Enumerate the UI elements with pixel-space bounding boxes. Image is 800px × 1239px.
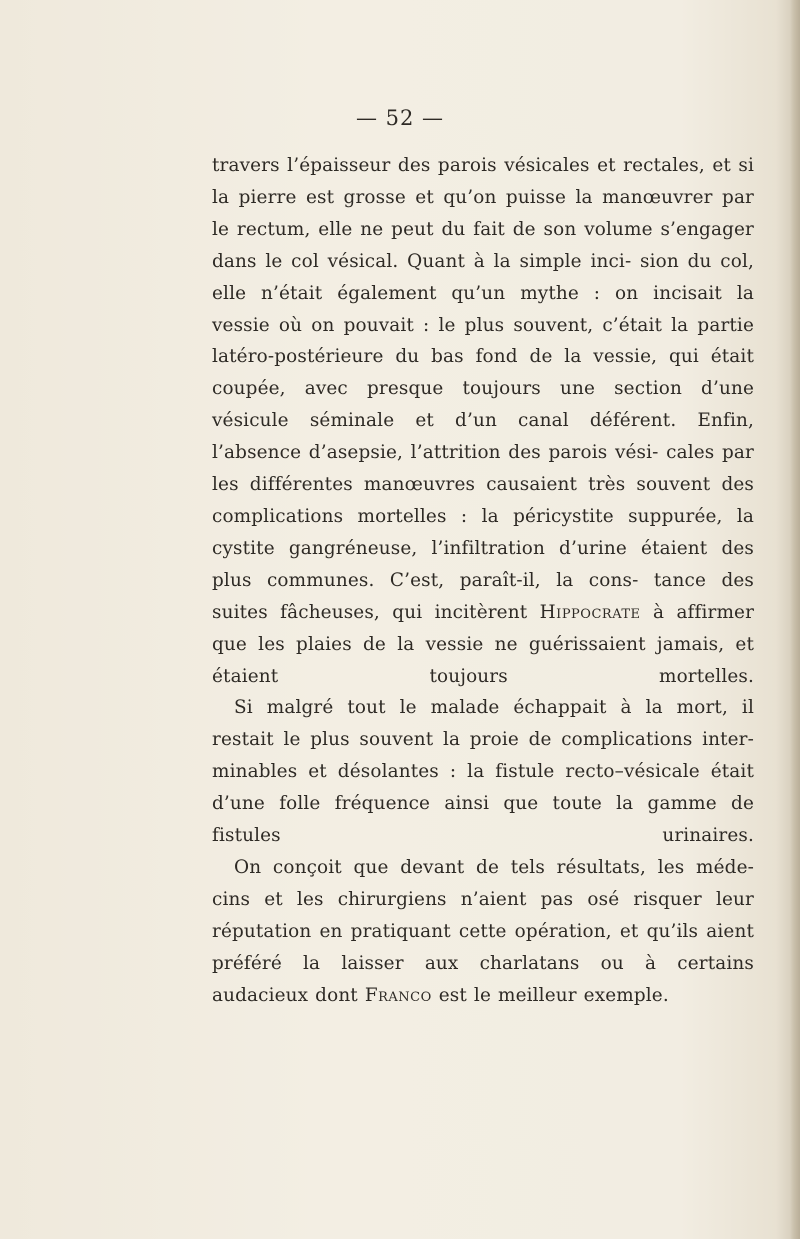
paragraph-text: Si malgré tout le malade échappait à la mort, il restait le plus souvent la proie de complications inter- minables et désolantes : la fistule recto–vésicale était d’une folle fréquence ainsi que toute la gamme de fistules urinaires. xyxy=(212,697,754,847)
page-number: — 52 — xyxy=(355,106,445,130)
paragraph-1 xyxy=(212,150,754,692)
paragraph-3 xyxy=(212,852,754,1012)
body-text xyxy=(212,150,754,1011)
paragraph-text: travers l’épaisseur des parois vésicales et rectales, et si la pierre est grosse et qu’on puisse la manœuvrer par le rectum, elle ne peut du fait de son volume s’engager dans le col vésical. Quant à la simple inci- sion du col, elle n’était également qu’un mythe : on incisait la vessie où on pouvait : le plus souvent, c’était la partie latéro-postérieure du bas fond de la vessie, qui était coupée, avec presque toujours une section d’une vésicule séminale et d’un canal déférent. Enfin, l’absence d’asepsie, l’attrition des parois vési- cales par les différentes manœuvres causaient très souvent des complications mortelles : la péricystite suppurée, la cystite gangréneuse, l’infiltration d’urine étaient des plus communes. C’est, paraît-il, la cons- tance des suites fâcheuses, qui incitèrent xyxy=(212,155,754,623)
paragraph-text: à affirmer que les plaies de la vessie ne guérissaient jamais, et étaient toujours mortelles. xyxy=(212,601,755,687)
author-name-hippocrate: Hippocrate xyxy=(539,601,641,623)
paragraph-text: est le meilleur exemple. xyxy=(431,984,669,1006)
page-edge-shadow xyxy=(790,0,800,1239)
author-name-franco: Franco xyxy=(364,984,432,1006)
paragraph-2 xyxy=(212,692,754,852)
paragraph-text: On conçoit que devant de tels résultats, les méde- cins et les chirurgiens n’aient pas osé risquer leur réputation en pratiquant cette opération, et qu’ils aient préféré la laisser aux charlatans ou à certains audacieux dont xyxy=(212,856,754,1006)
